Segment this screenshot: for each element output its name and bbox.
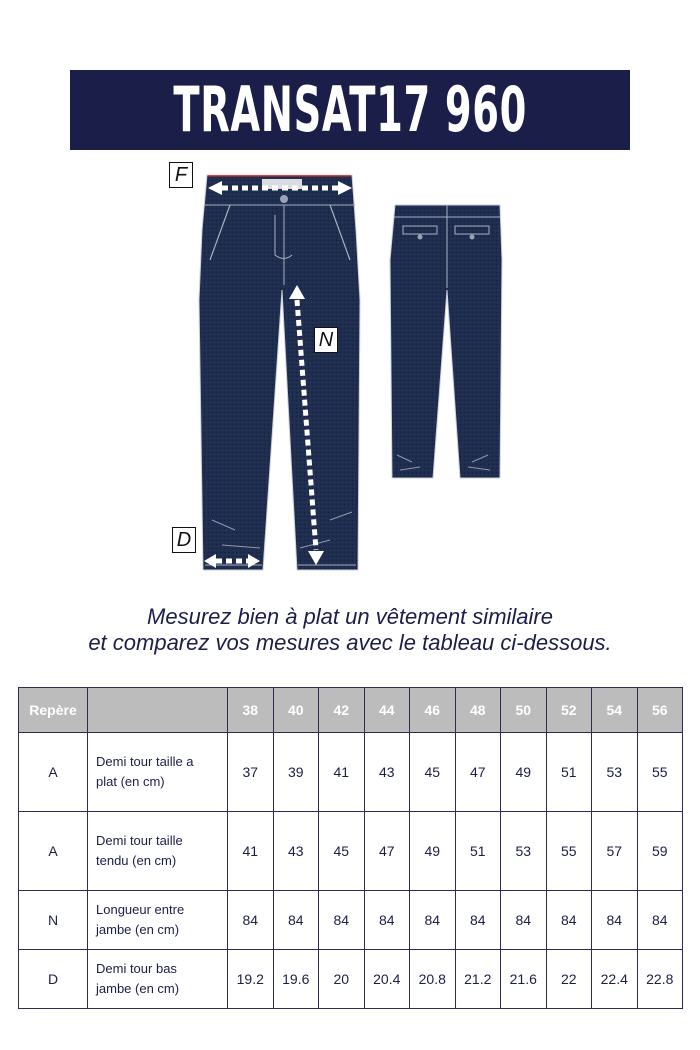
- jeans-drawing: [0, 155, 700, 585]
- header-size: 50: [501, 688, 547, 733]
- header-size: 48: [455, 688, 501, 733]
- marker-d-label: D: [172, 527, 196, 553]
- cell-value: 51: [546, 733, 592, 812]
- cell-value: 22.8: [637, 950, 683, 1009]
- table-row: [19, 950, 683, 1009]
- cell-value: 59: [637, 812, 683, 891]
- cell-value: 20.8: [410, 950, 456, 1009]
- table-row: [19, 812, 683, 891]
- cell-value: 41: [228, 812, 274, 891]
- cell-value: 37: [228, 733, 274, 812]
- instruction-line-1: Mesurez bien à plat un vêtement similaire: [147, 604, 553, 629]
- cell-value: 84: [319, 891, 365, 950]
- header-size: 52: [546, 688, 592, 733]
- row-repere: D: [19, 950, 88, 1009]
- cell-value: 20.4: [364, 950, 410, 1009]
- header-size: 56: [637, 688, 683, 733]
- row-repere: A: [19, 812, 88, 891]
- cell-value: 43: [364, 733, 410, 812]
- cell-value: 20: [319, 950, 365, 1009]
- row-repere: A: [19, 733, 88, 812]
- row-description: Demi tour taille tendu (en cm): [88, 812, 228, 891]
- header-size: 46: [410, 688, 456, 733]
- cell-value: 55: [546, 812, 592, 891]
- cell-value: 84: [228, 891, 274, 950]
- header-size: 38: [228, 688, 274, 733]
- cell-value: 49: [501, 733, 547, 812]
- row-description: Demi tour bas jambe (en cm): [88, 950, 228, 1009]
- table-row: [19, 891, 683, 950]
- cell-value: 19.2: [228, 950, 274, 1009]
- cell-value: 45: [410, 733, 456, 812]
- marker-n-label: N: [314, 327, 338, 353]
- header-size: 44: [364, 688, 410, 733]
- cell-value: 22: [546, 950, 592, 1009]
- cell-value: 21.2: [455, 950, 501, 1009]
- cell-value: 53: [592, 733, 638, 812]
- cell-value: 53: [501, 812, 547, 891]
- cell-value: 49: [410, 812, 456, 891]
- marker-f-label: F: [169, 162, 193, 188]
- cell-value: 22.4: [592, 950, 638, 1009]
- header-description: [88, 688, 228, 733]
- cell-value: 47: [455, 733, 501, 812]
- row-repere: N: [19, 891, 88, 950]
- product-title: TRANSAT17 960: [173, 73, 527, 146]
- cell-value: 84: [364, 891, 410, 950]
- cell-value: 45: [319, 812, 365, 891]
- cell-value: 41: [319, 733, 365, 812]
- cell-value: 84: [501, 891, 547, 950]
- header-size: 54: [592, 688, 638, 733]
- cell-value: 57: [592, 812, 638, 891]
- cell-value: 84: [637, 891, 683, 950]
- cell-value: 43: [273, 812, 319, 891]
- header-size: 40: [273, 688, 319, 733]
- table-row: [19, 733, 683, 812]
- cell-value: 47: [364, 812, 410, 891]
- row-description: Longueur entre jambe (en cm): [88, 891, 228, 950]
- table-header-row: [19, 688, 683, 733]
- row-description: Demi tour taille a plat (en cm): [88, 733, 228, 812]
- front-jeans-icon: [199, 175, 360, 570]
- size-chart-table: [18, 687, 683, 1009]
- cell-value: 55: [637, 733, 683, 812]
- cell-value: 51: [455, 812, 501, 891]
- cell-value: 84: [592, 891, 638, 950]
- back-jeans-icon: [390, 205, 502, 478]
- cell-value: 84: [546, 891, 592, 950]
- jeans-illustration: [0, 155, 700, 585]
- cell-value: 39: [273, 733, 319, 812]
- instruction-line-2: et comparez vos mesures avec le tableau ci-dessous.: [88, 630, 612, 655]
- cell-value: 21.6: [501, 950, 547, 1009]
- cell-value: 19.6: [273, 950, 319, 1009]
- measurement-instructions: [0, 604, 700, 656]
- cell-value: 84: [410, 891, 456, 950]
- cell-value: 84: [455, 891, 501, 950]
- title-banner: [70, 70, 630, 150]
- cell-value: 84: [273, 891, 319, 950]
- header-size: 42: [319, 688, 365, 733]
- header-repere: Repère: [19, 688, 88, 733]
